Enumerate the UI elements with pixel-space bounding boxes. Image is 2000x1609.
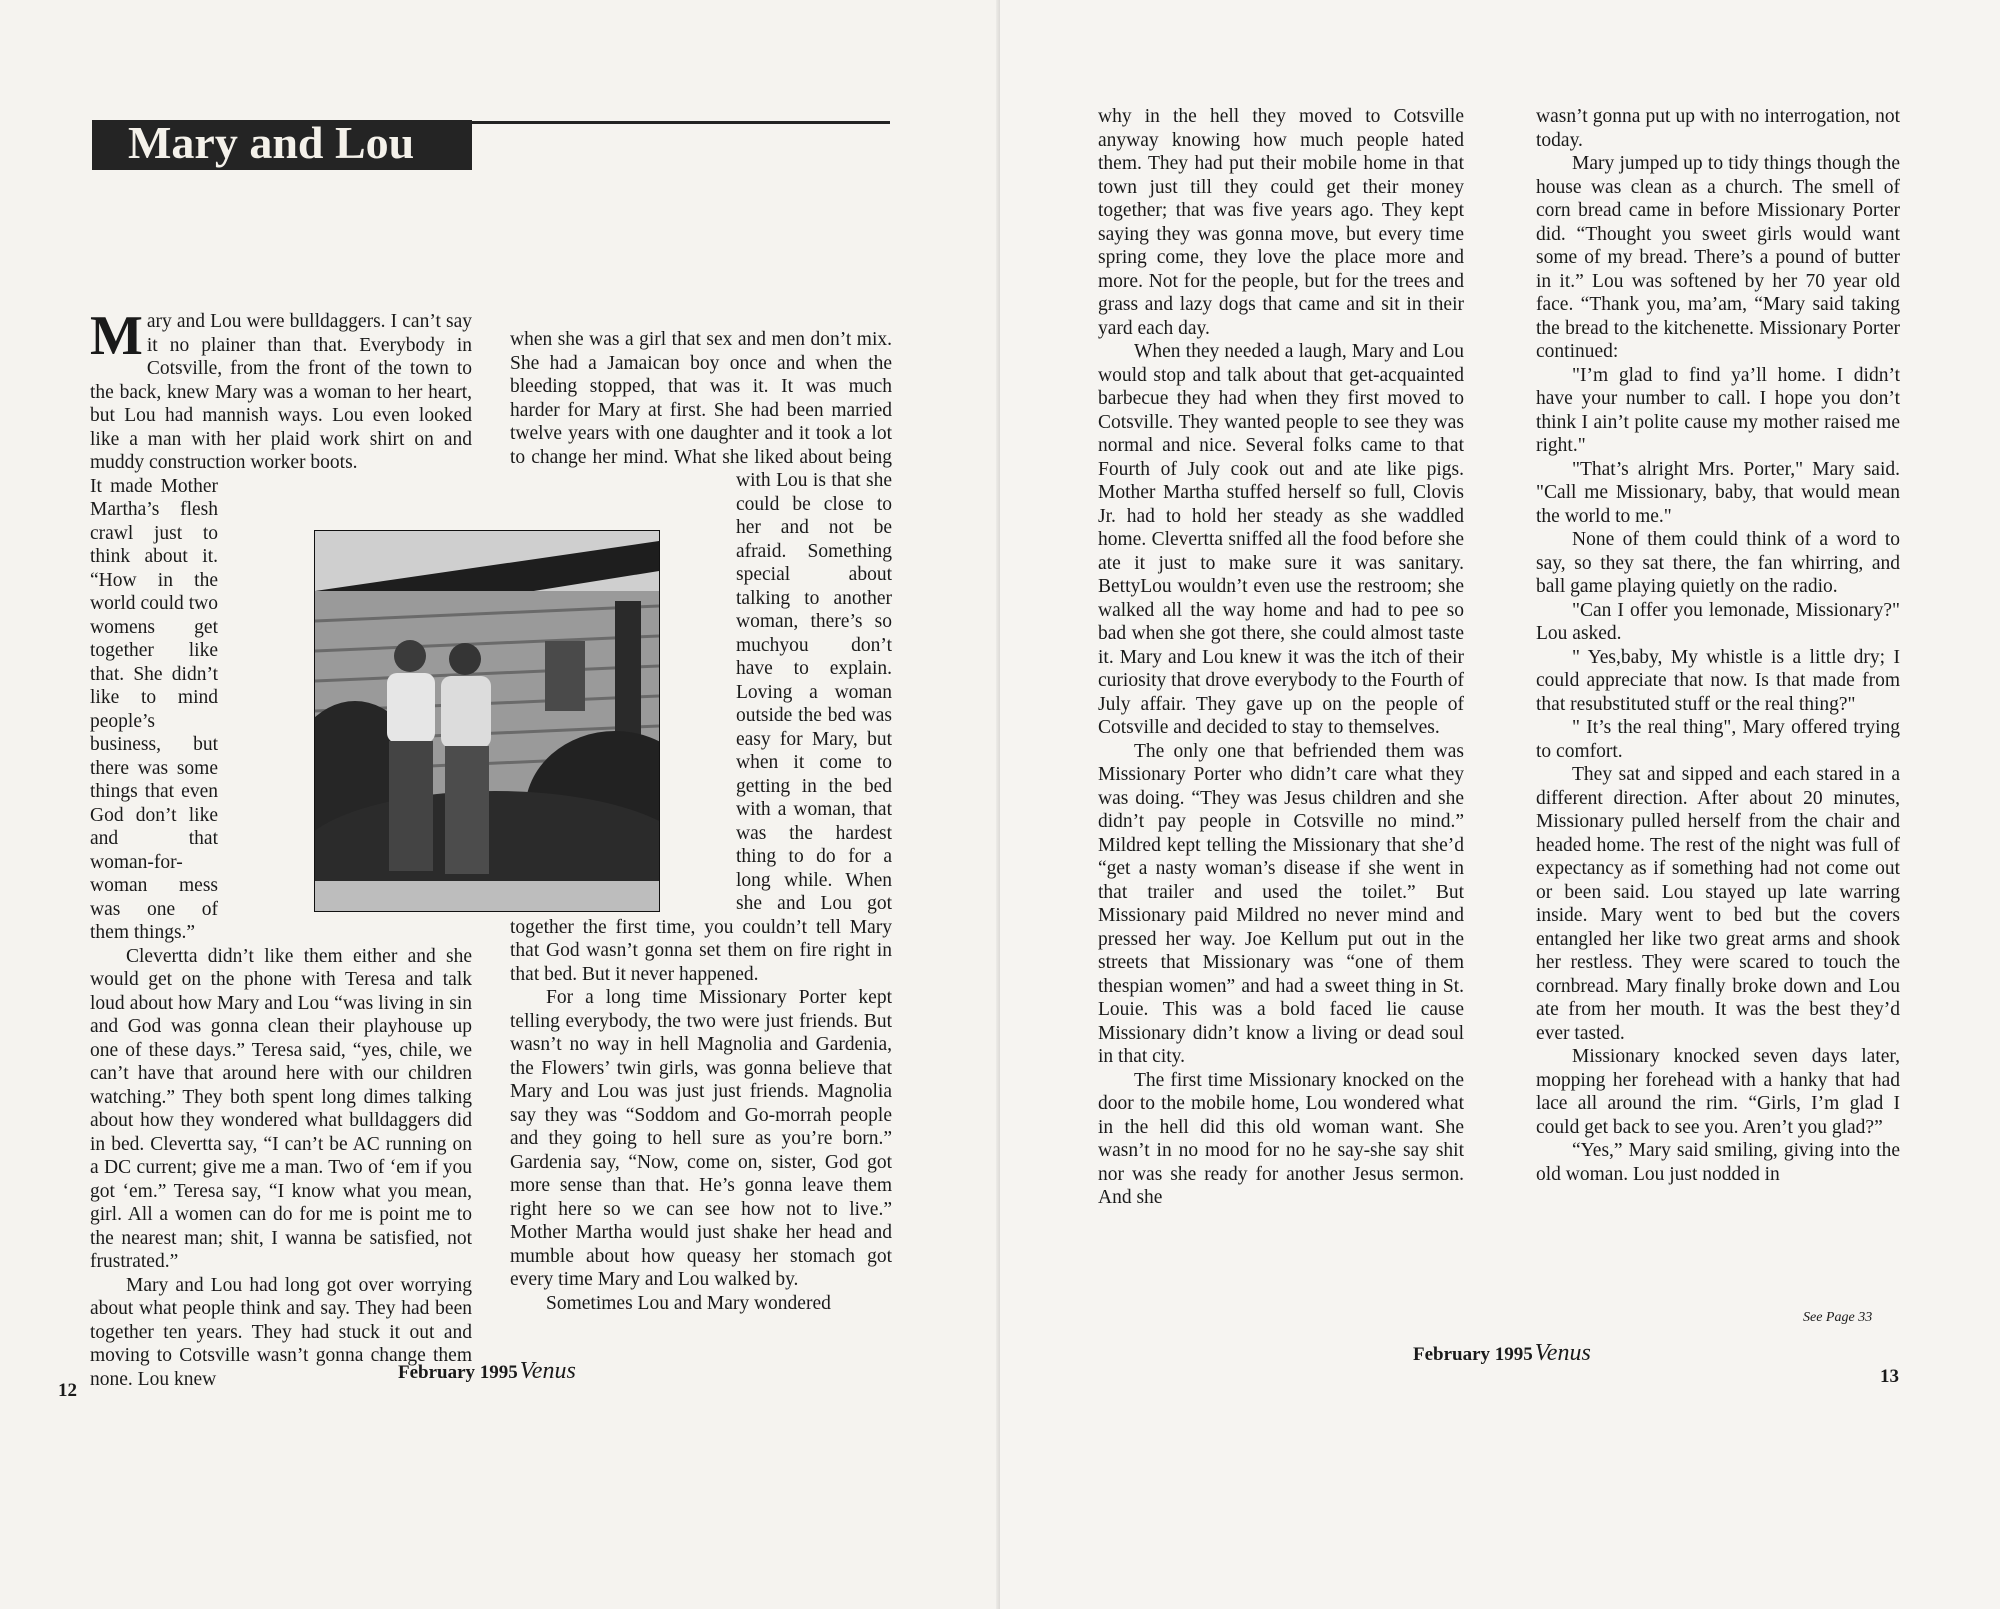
page-number: 12 [58, 1380, 77, 1401]
title-rule [472, 121, 890, 124]
paragraph: Clevertta didn’t like them either and she would get on the phone with Teresa and talk loud about how Mary and Lou “was living in sin and God was gonna clean their playhouse up one of these days.” Teresa said, “yes, chile, we can’t have that around here with our children watching.” They both spent long dimes talking about how they wondered what bulldaggers did in bed. Clevertta say, “I can’t be AC running on a DC current; give me a man. Two of ‘em if you got ‘em.” Teresa say, “I know what you mean, girl. All a women can do for me is point me to the nearest man; shit, I wanna be satisfied, not frustrated.” [90, 945, 472, 1272]
paragraph: None of them could think of a word to say, so they sat there, the fan whirring, and ball game playing quietly on the radio. [1536, 529, 1900, 597]
paragraph: "I’m glad to find ya’ll home. I didn’t have your number to call. I hope you don’t think I ain’t polite cause my mother raised me right." [1536, 364, 1900, 456]
paragraph: It made Mother Martha’s flesh crawl just to think about it. “How in the world could two womens get together like that. She didn’t like to mind people’s business, but there was some things that even God don’t like and that woman-for-woman mess was one of them things.” [90, 475, 218, 943]
right-column-1 [1098, 105, 1464, 1210]
footer [1413, 1340, 1591, 1367]
paragraph: " Yes,baby, My whistle is a little dry; I could appreciate that now. Is that made from that resubstituted stuff or the real thing?" [1536, 646, 1900, 715]
continuation-note: See Page 33 [1803, 1310, 1873, 1325]
footer-date: February 1995 [398, 1362, 518, 1383]
paragraph: The first time Missionary knocked on the door to the mobile home, Lou wondered what in the hell did this old woman want. She wasn’t in no mood for no he say-she say shit nor was she ready for another Jesus sermon. And she [1098, 1069, 1464, 1208]
paragraph: The only one that befriended them was Missionary Porter who didn’t care what they was doing. “They was Jesus children and she didn’t pay people in Cotsville no mind.” Mildred kept telling the Missionary that she’d “get a nasty woman’s disease if she went in that trailer and used the toilet.” But Missionary paid Mildred no never mind and pressed her way. Joe Kellum put out in the streets that Missionary was “one of them thespian women” and had a sweet thing in St. Louie. This was a bold faced lie cause Missionary didn’t know a living or dead soul in that city. [1098, 740, 1464, 1067]
article-title: Mary and Lou [128, 117, 415, 168]
paragraph: Mary and Lou had long got over worrying about what people think and say. They had been together ten years. They had stuck it out and moving to Cotsville wasn’t gonna change them none. Lou knew [90, 1274, 472, 1390]
drop-cap: M [90, 305, 143, 367]
right-column-2 [1536, 105, 1900, 1186]
footer-date: February 1995 [1413, 1344, 1533, 1365]
right-page [1000, 0, 2000, 1609]
paragraph: Mary jumped up to tidy things though the house was clean as a church. The smell of corn bread came in before Missionary Porter did. “Thought you sweet girls would want some of my bread. There’s a pound of butter in it.” Lou was softened by her 70 year old face. “Thank you, ma’am, “Mary said taking the bread to the kitchenette. Missionary Porter continued: [1536, 153, 1900, 362]
paragraph: They sat and sipped and each stared in a different direction. After about 20 minutes, Missionary pulled herself from the chair and headed home. The rest of the night was full of expectancy as if something had not come out or been said. Lou stayed up late warring inside. Mary went to bed but the covers entangled her like two great arms and shook her restless. They were scared to touch the cornbread. Mary finally broke down and Lou ate from her mouth. It was the best they’d ever tasted. [1536, 764, 1900, 1044]
paragraph: Sometimes Lou and Mary wondered [546, 1292, 831, 1314]
paragraph: Mary and Lou were bulldaggers. I can’t say it no plainer than that. Everybody in Cotsville, from the front of the town to the back, knew Mary was a woman to her heart, but Lou had mannish ways. Lou even looked like a man with her plaid work shirt on and muddy construction worker boots. [90, 305, 472, 473]
paragraph: wasn’t gonna put up with no interrogation, not today. [1536, 106, 1900, 151]
paragraph: “Yes,” Mary said smiling, giving into the old woman. Lou just nodded in [1536, 1140, 1900, 1185]
page-number: 13 [1880, 1366, 1899, 1387]
magazine-name: Venus [1534, 1340, 1591, 1366]
paragraph: " It’s the real thing", Mary offered trying to comfort. [1536, 717, 1900, 762]
photo-two-women [314, 530, 660, 912]
footer [398, 1358, 576, 1385]
paragraph: "That’s alright Mrs. Porter," Mary said. "Call me Missionary, baby, that would mean the world to me." [1536, 458, 1900, 527]
photo-illustration [315, 531, 659, 911]
paragraph: "Can I offer you lemonade, Missionary?" Lou asked. [1536, 599, 1900, 644]
paragraph: when she was a girl that sex and men don’t mix. She had a Jamaican boy once and when the bleeding stopped, that was it. It was much harder for Mary at first. She had been married twelve years with one daughter and it took a lot to change her mind. What she liked about being with Lou is that she could be close to her and not be afraid. Something special about talking to another woman, there’s so muchyou don’t have to explain. Loving a woman outside the bed was easy for Mary, but when it come to getting in the bed with a woman, that was the hardest thing to do for a long while. When she and Lou got together the first time, you couldn’t tell Mary that God wasn’t gonna set them on fire right in that bed. But it never happened. [510, 329, 892, 985]
paragraph: For a long time Missionary Porter kept telling everybody, the two were just friends. But wasn’t no way in hell Magnolia and Gardenia, the Flowers’ twin girls, was gonna believe that Mary and Lou was just just friends. Magnolia say they was “Soddom and Go-morrah people and they going to hell sure as you’re born.” Gardenia say, “Now, come on, sister, God got more sense than that. He’s gonna leave them right here so we can see how not to live.” Mother Martha would just shake her head and mumble about how queasy her stomach got every time Mary and Lou walked by. [510, 987, 892, 1290]
magazine-name: Venus [519, 1358, 576, 1384]
paragraph: Missionary knocked seven days later, mopping her forehead with a hanky that had lace all around the rim. “Girls, I’m glad I could get back to see you. Aren’t you glad?” [1536, 1046, 1900, 1138]
paragraph: When they needed a laugh, Mary and Lou would stop and talk about that get-acquainted barbecue they had when they first moved to Cotsville. They wanted people to see they was normal and nice. Several folks came to that Fourth of July cook out and ate like pigs. Mother Martha stuffed herself so full, Clovis Jr. had to hold her steady as she waddled home. Clevertta sniffed all the food before she ate it just to make sure it was sanitary. BettyLou wouldn’t even use the restroom; she walked all the way home and had to pee so bad when she got there, she could almost taste it. Mary and Lou knew it was the itch of their curiosity that drove everybody to the Fourth of July affair. They gave up on the people of Cotsville and decided to stay to themselves. [1098, 341, 1464, 738]
paragraph: why in the hell they moved to Cotsville anyway knowing how much people hated them. They had put their mobile home in that town just till they could get their money together; that was five years ago. They kept saying they was gonna move, but every time spring come, they love the place more and more. Not for the people, but for the trees and grass and lazy dogs that came and sit in their yard each day. [1098, 106, 1464, 339]
